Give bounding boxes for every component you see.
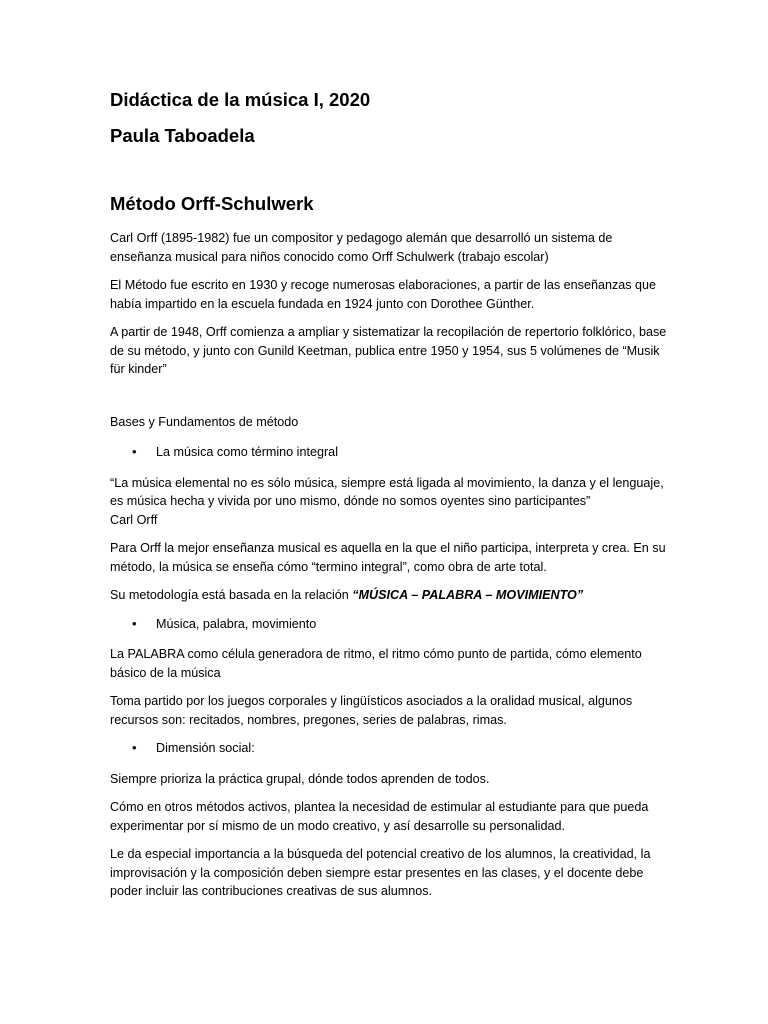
bullet-text-1: La música como término integral xyxy=(156,445,338,459)
metodologia-emphasis: “MÚSICA – PALABRA – MOVIMIENTO” xyxy=(352,588,584,602)
palabra-paragraph-2: Toma partido por los juegos corporales y lingüísticos asociados a la oralidad musical, algunos recursos son: recitados, nombres, pregones, series de palabras, rimas. xyxy=(110,694,633,727)
bullet-text-2: Música, palabra, movimiento xyxy=(156,616,317,631)
intro-paragraph-2: El Método fue escrito en 1930 y recoge numerosas elaboraciones, a partir de las enseñanzas que había impartido en la escuela fundada en 1924 junto con Dorothee Günther. xyxy=(110,278,657,311)
bases-heading: Bases y Fundamentos de método xyxy=(110,414,299,429)
course-title: Didáctica de la música I, 2020 xyxy=(110,89,371,110)
bullet-dot-icon: • xyxy=(132,615,137,631)
orff-paragraph: Para Orff la mejor enseñanza musical es aquella en la que el niño participa, interpreta y crea. En su método, la música se enseña cómo “termino integral”, como obra de arte total. xyxy=(110,541,666,574)
social-paragraph-1: Siempre prioriza la práctica grupal, dónde todos aprenden de todos. xyxy=(110,771,490,786)
section-title: Método Orff-Schulwerk xyxy=(110,193,314,214)
metodologia-paragraph xyxy=(110,586,670,605)
metodologia-prefix: Su metodología está basada en la relación xyxy=(110,588,353,602)
palabra-paragraph-1: La PALABRA como célula generadora de ritmo, el ritmo cómo punto de partida, cómo elemento básico de la música xyxy=(110,647,642,680)
bullet-dot-icon: • xyxy=(132,740,137,755)
bullet-item-2 xyxy=(132,615,670,634)
author-name: Paula Taboadela xyxy=(110,125,255,146)
social-paragraph-2: Cómo en otros métodos activos, plantea la necesidad de estimular al estudiante para que pueda experimentar por sí mismo de un modo creativo, y así desarrolle su personalidad. xyxy=(110,800,649,833)
intro-paragraph-3: A partir de 1948, Orff comienza a ampliar y sistematizar la recopilación de repertorio folklórico, base de su método, y junto con Gunild Keetman, publica entre 1950 y 1954, sus 5 volúmenes de “Musik für kinder” xyxy=(110,325,667,376)
document-body xyxy=(110,229,670,911)
bullet-item-1 xyxy=(132,443,670,462)
bullet-text-3: Dimensión social: xyxy=(156,741,255,755)
quote-paragraph: “La música elemental no es sólo música, siempre está ligada al movimiento, la danza y el lenguaje, es música hecha y vivida por uno mismo, dónde no somos oyentes sino participantes” xyxy=(110,475,664,508)
bullet-dot-icon: • xyxy=(132,444,137,459)
social-paragraph-3: Le da especial importancia a la búsqueda del potencial creativo de los alumnos, la creatividad, la improvisación y la composición deben siempre estar presentes en las clases, y el docente debe poder incluir las contribuciones creativas de sus alumnos. xyxy=(110,847,651,898)
quote-author: Carl Orff xyxy=(110,512,158,527)
intro-paragraph-1: Carl Orff (1895-1982) fue un compositor y pedagogo alemán que desarrolló un sistema de enseñanza musical para niños conocido como Orff Schulwerk (trabajo escolar) xyxy=(110,231,613,264)
bullet-item-3 xyxy=(132,739,670,758)
